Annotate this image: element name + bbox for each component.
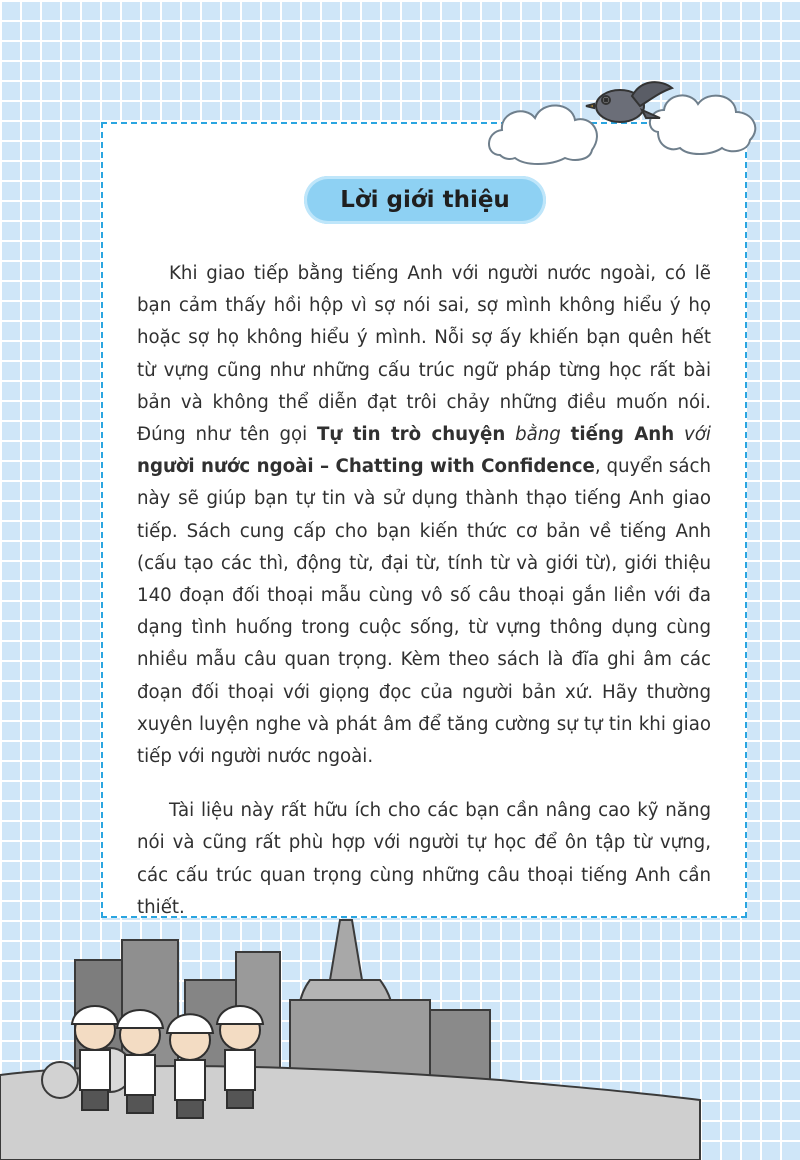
book-title-part-d: với [684, 424, 711, 446]
children-ruins-illustration [0, 900, 800, 1160]
title-badge [304, 176, 546, 226]
paragraph-1 [137, 258, 711, 773]
intro-body [137, 258, 711, 924]
paragraph-2: Tài liệu này rất hữu ích cho các bạn cần nâng cao kỹ năng nói và cũng rất phù hợp với người tự học để ôn tập từ vựng, các cấu trúc quan trọng cùng những câu thoại tiếng Anh cần thiết. [137, 800, 711, 918]
book-title-part-b: bằng [515, 424, 561, 446]
page-title: Lời giới thiệu [340, 187, 510, 213]
paragraph-1-text-b: , quyển sách này sẽ giúp bạn tự tin và sử dụng thành thạo tiếng Anh giao tiếp. Sách cung cấp cho bạn kiến thức cơ bản về tiếng Anh (cấu tạo các thì, động từ, đại từ, tính từ và giới từ), giới thiệu 140 đoạn đối thoại mẫu cùng vô số câu thoại gắn liền với đa dạng tình huống trong cuộc sống, từ vựng thông dụng cùng nhiều mẫu câu quan trọng. Kèm theo sách là đĩa ghi âm các đoạn đối thoại với giọng đọc của người bản xứ. Hãy thường xuyên luyện nghe và phát âm để tăng cường sự tự tin khi giao tiếp với người nước ngoài. [137, 456, 711, 768]
bird-illustration [580, 66, 680, 136]
paragraph-1-text-a: Khi giao tiếp bằng tiếng Anh với người nước ngoài, có lẽ bạn cảm thấy hồi hộp vì sợ nói sai, sợ mình không hiểu ý họ hoặc sợ họ không hiểu ý mình. Nỗi sợ ấy khiến bạn quên hết từ vựng cũng như những cấu trúc ngữ pháp từng học rất bài bản và không thể diễn đạt trôi chảy những điều muốn nói. Đúng như tên gọi [137, 263, 711, 446]
book-title-part-e: người nước ngoài – Chatting with Confidence [137, 456, 595, 478]
book-title-part-a: Tự tin trò chuyện [317, 424, 506, 446]
book-title-part-c: tiếng Anh [570, 424, 675, 446]
